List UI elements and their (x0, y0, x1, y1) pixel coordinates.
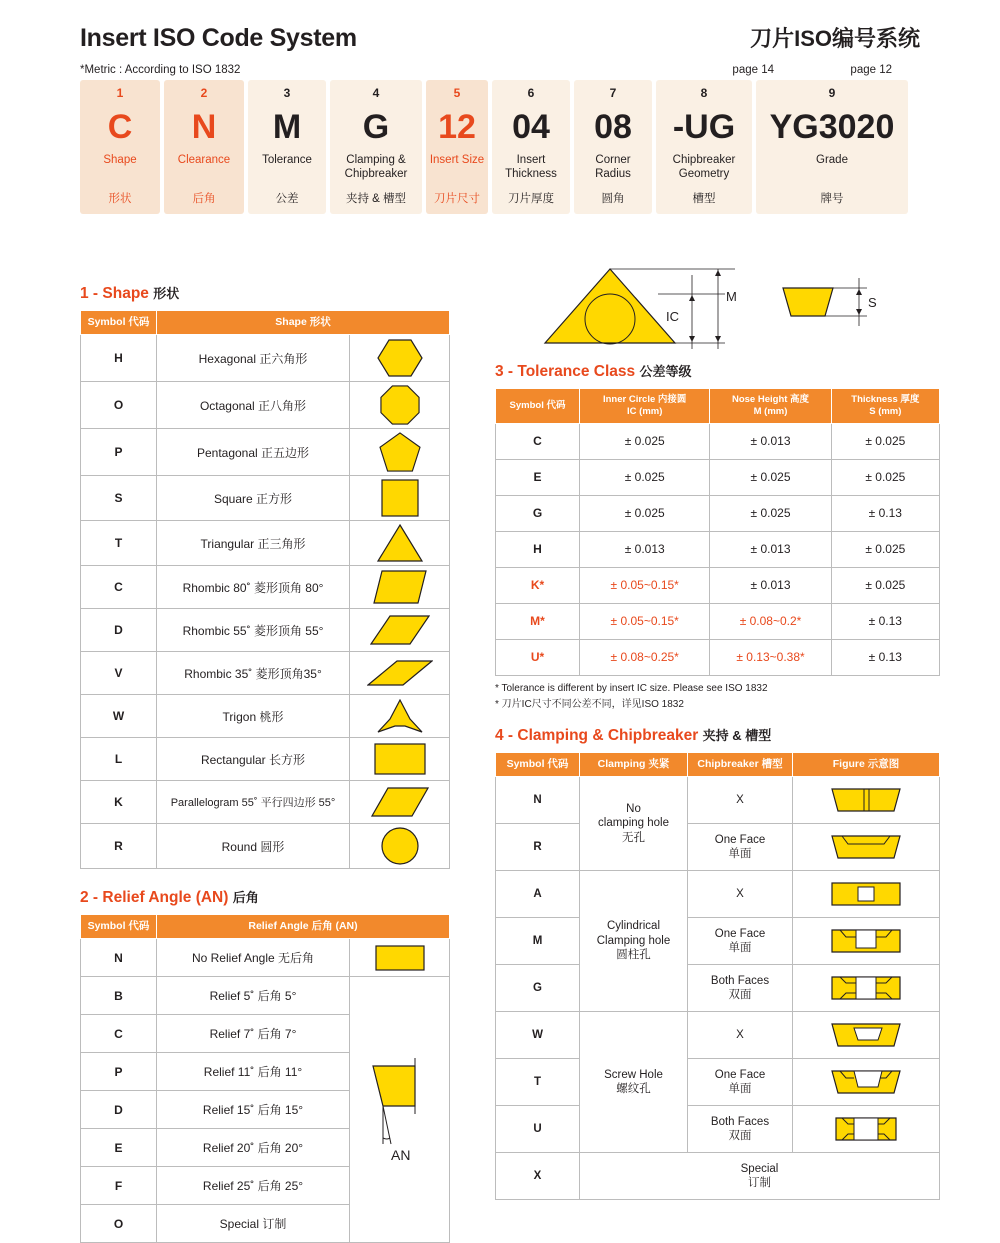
table-row (496, 1152, 940, 1199)
col-figure: Figure 示意图 (793, 752, 940, 776)
shape-symbol: W (81, 695, 157, 738)
col-s-line1: Thickness 厚度 (851, 394, 920, 405)
clamp-symbol: T (496, 1058, 580, 1105)
clamp-figure-a (793, 870, 940, 917)
code-letter: 04 (512, 108, 550, 146)
relief-symbol: N (81, 939, 157, 977)
tol-m: ± 0.013 (710, 531, 831, 567)
shape-symbol: S (81, 476, 157, 521)
col-symbol: Symbol 代码 (81, 915, 157, 939)
shape-symbol: L (81, 738, 157, 781)
table-row (496, 1058, 940, 1105)
shape-desc: Rhombic 35˚ 菱形顶角35° (157, 652, 350, 695)
tol-ic: ± 0.05~0.15* (580, 567, 710, 603)
col-m-line1: Nose Height 高度 (731, 394, 810, 405)
code-en: Grade (816, 154, 848, 166)
table-row (496, 823, 940, 870)
relief-symbol: O (81, 1205, 157, 1243)
code-en: Insert Thickness (505, 154, 557, 180)
code-field-4 (330, 80, 422, 214)
table-row (496, 1011, 940, 1058)
table-row (81, 476, 450, 521)
chip-line1: One Face (714, 927, 766, 940)
chipbreaker-type (688, 823, 793, 870)
ic-m-diagram (540, 265, 790, 353)
metric-note: *Metric : According to ISO 1832 (80, 64, 241, 76)
relief-symbol: B (81, 977, 157, 1015)
code-field-6 (492, 80, 570, 214)
shape-desc: Square 正方形 (157, 476, 350, 521)
table-row (496, 567, 940, 603)
shape-desc: Parallelogram 55˚ 平行四边形 55° (157, 781, 350, 824)
code-en: Chipbreaker Geometry (672, 154, 736, 180)
code-cn: 刀片尺寸 (434, 193, 480, 205)
code-en: Tolerance (262, 154, 312, 166)
section4-title (495, 725, 940, 745)
shape-symbol: P (81, 429, 157, 476)
page-title: Insert ISO Code System (80, 24, 357, 52)
tol-m: ± 0.025 (710, 495, 831, 531)
clamp-figure-u (793, 1105, 940, 1152)
relief-desc: Relief 15˚ 后角 15° (157, 1091, 350, 1129)
insert-dimension-diagrams (495, 265, 940, 353)
table-header-row (496, 752, 940, 776)
tol-symbol: H (496, 531, 580, 567)
tol-s: ± 0.13 (831, 495, 939, 531)
tol-ic: ± 0.025 (580, 495, 710, 531)
table-row (81, 609, 450, 652)
table-row (496, 639, 940, 675)
code-field-1 (80, 80, 160, 214)
table-row (496, 495, 940, 531)
tolerance-table (495, 388, 940, 676)
clamp-figure-w (793, 1011, 940, 1058)
clamp-line2: 螺纹孔 (616, 1082, 651, 1095)
clamp-symbol: G (496, 964, 580, 1011)
section2-title-en: 2 - Relief Angle (AN) (80, 889, 229, 907)
clamp-symbol: W (496, 1011, 580, 1058)
relief-desc: Relief 20˚ 后角 20° (157, 1129, 350, 1167)
relief-desc: Relief 5˚ 后角 5° (157, 977, 350, 1015)
section4-title-en: 4 - Clamping & Chipbreaker (495, 726, 699, 744)
chipbreaker-type: X (688, 776, 793, 823)
tol-ic: ± 0.025 (580, 423, 710, 459)
table-row (496, 1105, 940, 1152)
table-row (81, 382, 450, 429)
col-chipbreaker: Chipbreaker 槽型 (688, 752, 793, 776)
code-cn: 形状 (108, 193, 132, 205)
clamp-line3: 圆柱孔 (616, 949, 651, 962)
section2-title-cn: 后角 (232, 890, 259, 906)
chip-line1: Both Faces (710, 1115, 770, 1128)
page-ref-14: page 14 (732, 64, 774, 76)
relief-symbol: D (81, 1091, 157, 1129)
code-letter: 12 (438, 108, 476, 146)
relief-desc: Relief 11˚ 后角 11° (157, 1053, 350, 1091)
table-row (496, 870, 940, 917)
tol-ic: ± 0.013 (580, 531, 710, 567)
table-row (81, 429, 450, 476)
clamp-symbol: N (496, 776, 580, 823)
relief-angle-table (80, 914, 450, 1243)
clamp-line2: clamping hole (598, 817, 669, 830)
section1-title-cn: 形状 (153, 286, 180, 301)
table-row (496, 964, 940, 1011)
code-cn: 刀片厚度 (508, 193, 554, 205)
table-row (496, 531, 940, 567)
shape-symbol: T (81, 521, 157, 566)
shape-desc: Rectangular 长方形 (157, 738, 350, 781)
code-cn: 公差 (275, 193, 299, 205)
tol-symbol: U* (496, 639, 580, 675)
relief-desc: Relief 7˚ 后角 7° (157, 1015, 350, 1053)
code-num: 4 (372, 86, 380, 100)
section4-title-cn: 夹持 & 槽型 (702, 727, 772, 743)
table-row (81, 335, 450, 382)
code-field-8 (656, 80, 752, 214)
clamp-special-label (580, 1152, 940, 1199)
code-letter: C (107, 108, 133, 146)
code-field-3 (248, 80, 326, 214)
tol-ic: ± 0.025 (580, 459, 710, 495)
shape-desc: Hexagonal 正六角形 (157, 335, 350, 382)
table-row (81, 939, 450, 977)
tol-m: ± 0.013 (710, 567, 831, 603)
tol-m: ± 0.025 (710, 459, 831, 495)
clamp-line2: Clamping hole (596, 934, 671, 947)
code-field-2 (164, 80, 244, 214)
ic-label: IC (666, 309, 679, 324)
table-row (496, 459, 940, 495)
code-cn: 槽型 (692, 193, 716, 205)
table-row (496, 603, 940, 639)
clamp-figure-m (793, 917, 940, 964)
shape-symbol: H (81, 335, 157, 382)
chip-line2: 单面 (728, 941, 752, 954)
chip-line2: 双面 (728, 988, 752, 1001)
tol-symbol: G (496, 495, 580, 531)
table-row (496, 917, 940, 964)
code-num: 1 (116, 86, 124, 100)
shape-figure-rhombic80 (350, 566, 450, 609)
clamp-symbol-special: X (496, 1152, 580, 1199)
col-inner-circle (580, 389, 710, 424)
tol-s: ± 0.025 (831, 567, 939, 603)
shape-figure-trigon (350, 695, 450, 738)
tol-symbol: C (496, 423, 580, 459)
section1-title (80, 283, 450, 303)
shape-figure-pentagon (350, 429, 450, 476)
clamp-type (580, 870, 688, 1011)
relief-symbol: E (81, 1129, 157, 1167)
code-letter: YG3020 (769, 108, 895, 146)
page-ref-12: page 12 (850, 64, 892, 76)
chipbreaker-type: X (688, 870, 793, 917)
relief-desc: No Relief Angle 无后角 (157, 939, 350, 977)
tolerance-note-cn: * 刀片IC尺寸不同公差不同，详见ISO 1832 (495, 698, 684, 710)
code-cn: 后角 (192, 193, 216, 205)
relief-figure-angle-diagram (350, 977, 450, 1243)
clamp-line1: Cylindrical (606, 920, 661, 933)
table-row (496, 423, 940, 459)
col-symbol: Symbol 代码 (81, 311, 157, 335)
shape-figure-hexagon (350, 335, 450, 382)
col-shape: Shape 形状 (157, 311, 450, 335)
table-row (81, 738, 450, 781)
section1-title-en: 1 - Shape (80, 285, 149, 302)
tol-m: ± 0.08~0.2* (710, 603, 831, 639)
table-row (81, 652, 450, 695)
left-column (80, 265, 450, 1243)
shape-symbol: D (81, 609, 157, 652)
code-num: 5 (453, 86, 461, 100)
iso-code-row (80, 80, 920, 214)
code-num: 8 (700, 86, 708, 100)
section2-title (80, 887, 450, 907)
code-num: 9 (828, 86, 836, 100)
table-header-row (496, 389, 940, 424)
section3-title-en: 3 - Tolerance Class (495, 363, 636, 380)
relief-symbol: F (81, 1167, 157, 1205)
clamp-type (580, 776, 688, 870)
section3-title (495, 361, 940, 381)
code-num: 3 (283, 86, 291, 100)
shape-symbol: R (81, 824, 157, 869)
code-cn: 圆角 (601, 193, 625, 205)
chipbreaker-type (688, 964, 793, 1011)
s-label: S (868, 295, 877, 310)
code-en: Clamping & Chipbreaker (344, 154, 408, 180)
table-row (81, 781, 450, 824)
table-row (81, 566, 450, 609)
shape-figure-rhombic35 (350, 652, 450, 695)
code-letter: -UG (672, 108, 736, 146)
clamp-figure-n (793, 776, 940, 823)
col-symbol: Symbol 代码 (496, 752, 580, 776)
code-en: Insert Size (429, 154, 485, 166)
clamp-line3: 无孔 (622, 831, 645, 844)
shape-desc: Octagonal 正八角形 (157, 382, 350, 429)
tol-symbol: K* (496, 567, 580, 603)
relief-desc: Special 订制 (157, 1205, 350, 1243)
col-nose-height (710, 389, 831, 424)
code-cn: 夹持 & 槽型 (345, 193, 407, 205)
shape-desc: Rhombic 55˚ 菱形顶角 55° (157, 609, 350, 652)
table-row (81, 977, 450, 1015)
chipbreaker-type (688, 917, 793, 964)
code-en: Corner Radius (595, 154, 631, 180)
code-field-5 (426, 80, 488, 214)
shape-table (80, 310, 450, 869)
shape-figure-octagon (350, 382, 450, 429)
clamp-symbol: M (496, 917, 580, 964)
code-letter: G (362, 108, 390, 146)
shape-symbol: O (81, 382, 157, 429)
tolerance-note-en: * Tolerance is different by insert IC size. Please see ISO 1832 (495, 682, 768, 694)
tol-s: ± 0.13 (831, 639, 939, 675)
code-letter: N (191, 108, 217, 146)
clamp-figure-t (793, 1058, 940, 1105)
shape-figure-parallelogram (350, 781, 450, 824)
table-row (81, 824, 450, 869)
shape-desc: Trigon 桃形 (157, 695, 350, 738)
shape-desc: Pentagonal 正五边形 (157, 429, 350, 476)
code-letter: 08 (594, 108, 632, 146)
page-header (80, 0, 920, 53)
tol-m: ± 0.013 (710, 423, 831, 459)
shape-figure-rhombic55 (350, 609, 450, 652)
code-num: 2 (200, 86, 208, 100)
col-relief-angle: Relief Angle 后角 (AN) (157, 915, 450, 939)
code-num: 6 (527, 86, 535, 100)
clamp-symbol: U (496, 1105, 580, 1152)
shape-figure-triangle (350, 521, 450, 566)
page-title-cn: 刀片ISO编号系统 (750, 26, 920, 51)
col-clamping: Clamping 夹紧 (580, 752, 688, 776)
tol-ic: ± 0.05~0.15* (580, 603, 710, 639)
clamp-line1: Screw Hole (604, 1068, 663, 1081)
chip-line1: One Face (714, 833, 766, 846)
col-symbol: Symbol 代码 (496, 389, 580, 424)
shape-figure-rectangle (350, 738, 450, 781)
code-en: Clearance (177, 154, 231, 166)
chip-line2: 单面 (728, 847, 752, 860)
col-ic-line2: IC (mm) (627, 405, 663, 417)
right-column (495, 265, 940, 1200)
tol-s: ± 0.025 (831, 423, 939, 459)
tol-s: ± 0.13 (831, 603, 939, 639)
col-m-line2: M (mm) (753, 405, 788, 417)
code-field-9 (756, 80, 908, 214)
clamp-symbol: R (496, 823, 580, 870)
clamp-symbol: A (496, 870, 580, 917)
col-ic-line1: Inner Circle 内接圆 (602, 394, 687, 405)
clamp-line1: No (626, 802, 641, 815)
code-field-7 (574, 80, 652, 214)
code-num: 7 (609, 86, 617, 100)
code-letter: M (272, 108, 302, 146)
clamp-figure-r (793, 823, 940, 870)
clamp-figure-g (793, 964, 940, 1011)
shape-symbol: K (81, 781, 157, 824)
table-header-row (81, 915, 450, 939)
chipbreaker-type (688, 1105, 793, 1152)
special-en: Special (740, 1162, 779, 1175)
relief-symbol: P (81, 1053, 157, 1091)
relief-symbol: C (81, 1015, 157, 1053)
relief-figure-no-angle (350, 939, 450, 977)
shape-symbol: C (81, 566, 157, 609)
shape-desc: Round 圆形 (157, 824, 350, 869)
s-diagram (775, 270, 895, 350)
tol-symbol: E (496, 459, 580, 495)
table-row (81, 521, 450, 566)
section3-title-cn: 公差等级 (639, 364, 692, 379)
clamp-type (580, 1011, 688, 1152)
chip-line2: 单面 (728, 1082, 752, 1095)
chip-line1: Both Faces (710, 974, 770, 987)
table-header-row (81, 311, 450, 335)
col-thickness (831, 389, 939, 424)
an-label: AN (390, 1146, 410, 1163)
code-cn: 牌号 (820, 193, 844, 205)
shape-figure-square (350, 476, 450, 521)
relief-desc: Relief 25˚ 后角 25° (157, 1167, 350, 1205)
m-label: M (726, 289, 737, 304)
special-cn: 订制 (748, 1176, 771, 1189)
table-row (81, 695, 450, 738)
clamping-chipbreaker-table (495, 752, 940, 1200)
tol-symbol: M* (496, 603, 580, 639)
chip-line2: 双面 (728, 1129, 752, 1142)
shape-symbol: V (81, 652, 157, 695)
chipbreaker-type: X (688, 1011, 793, 1058)
col-s-line2: S (mm) (869, 405, 902, 417)
tol-ic: ± 0.08~0.25* (580, 639, 710, 675)
tol-s: ± 0.025 (831, 459, 939, 495)
shape-desc: Triangular 正三角形 (157, 521, 350, 566)
shape-desc: Rhombic 80˚ 菱形顶角 80° (157, 566, 350, 609)
table-row (496, 776, 940, 823)
chipbreaker-type (688, 1058, 793, 1105)
tol-m: ± 0.13~0.38* (710, 639, 831, 675)
chip-line1: One Face (714, 1068, 766, 1081)
code-en: Shape (103, 154, 137, 166)
tol-s: ± 0.025 (831, 531, 939, 567)
shape-figure-circle (350, 824, 450, 869)
